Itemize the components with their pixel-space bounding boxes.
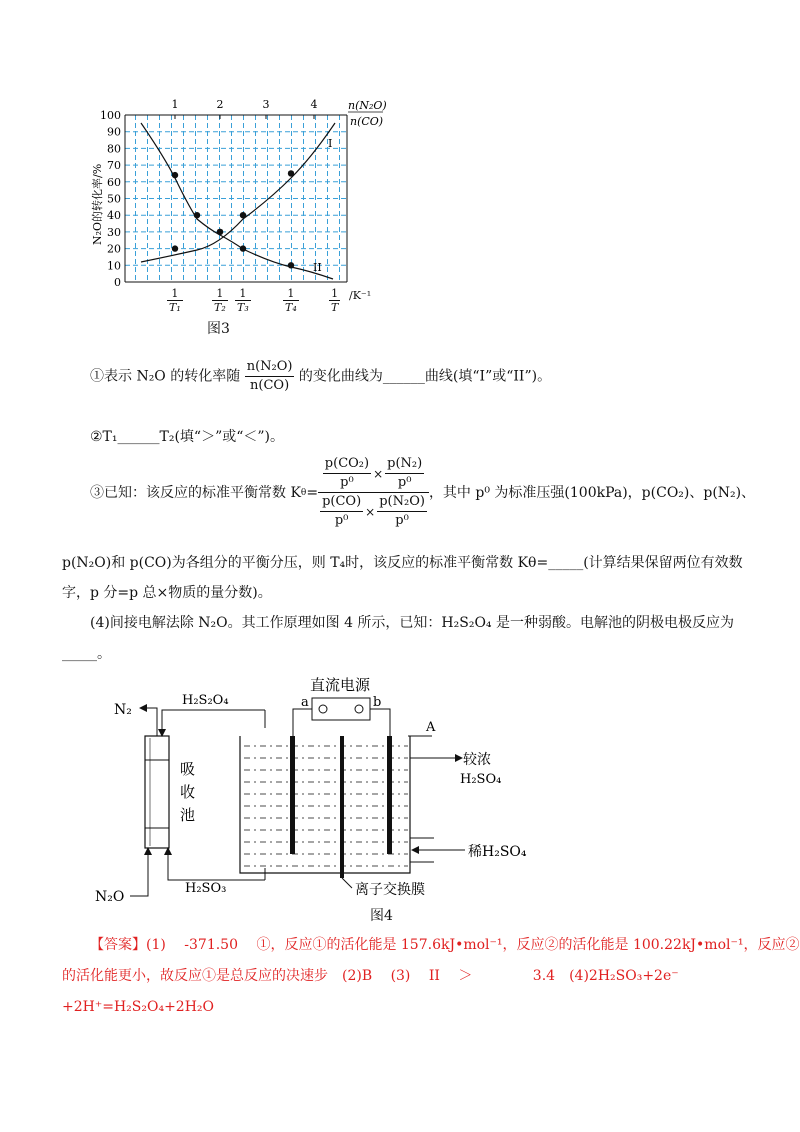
label-conc-2: H₂SO₄ (460, 772, 502, 787)
y-tick-label: 20 (107, 242, 121, 256)
q3-br-num: p(N₂O) (377, 493, 427, 512)
x-tick-label: $\frac{1}{T}$ (331, 287, 339, 314)
q3-suffix: ，其中 p⁰ 为标准压强(100kPa)，p(CO₂)、p(N₂)、 (428, 484, 756, 501)
label-absorber-3: 池 (180, 806, 196, 824)
y-tick-label: 80 (107, 142, 121, 156)
q1-line (90, 358, 551, 395)
q1-suffix: 的变化曲线为______曲线(填“I”或“II”)。 (298, 368, 552, 385)
y-tick-label: 10 (107, 259, 121, 273)
label-n2: N₂ (114, 702, 132, 718)
label-b: b (373, 695, 382, 710)
y-tick-label: 40 (107, 209, 121, 223)
q3-times-1: × (373, 466, 384, 481)
x-axis-ticks (85, 287, 395, 321)
q3-tr-num: p(N₂) (385, 455, 424, 474)
top-ratio-den: n(CO) (350, 115, 384, 128)
x-tick-label: $\frac{1}{\text{T₄}}$ (285, 287, 297, 314)
label-conc-1: 较浓 (463, 752, 491, 768)
q3-br-den: p⁰ (395, 513, 409, 528)
q3-bl-num: p(CO) (320, 493, 363, 512)
data-point-i (288, 170, 294, 176)
y-tick-label: 70 (107, 159, 121, 173)
q2-line: ②T₁______T₂(填“＞”或“＜”)。 (90, 429, 285, 445)
y-tick-label: 60 (107, 175, 121, 189)
q3-line (90, 455, 755, 530)
curve-i (141, 123, 335, 262)
answer-line-1: 【答案】(1) -371.50 ①，反应①的活化能是 157.6kJ•mol⁻¹，反应②的活化能是 100.22kJ•mol⁻¹，反应② (90, 937, 800, 953)
y-tick-label: 50 (107, 192, 121, 206)
q3-sup: θ (300, 487, 307, 498)
label-a: a (301, 695, 309, 710)
top-tick-label: 4 (310, 98, 318, 111)
answer-line-3: +2H⁺=H₂S₂O₄+2H₂O (62, 999, 215, 1015)
label-membrane: 离子交换膜 (355, 882, 425, 898)
q1-fraction (245, 358, 295, 395)
top-tick-label: 3 (262, 98, 270, 111)
q1-frac-num: n(N₂O) (245, 358, 295, 377)
x-tick-label: $\frac{1}{\text{T₃}}$ (237, 287, 249, 314)
curve-i-label: I (328, 137, 333, 150)
figure-3-chart (85, 95, 395, 315)
figure-4-diagram (90, 668, 527, 908)
q1-prefix: ①表示 N₂O 的转化率随 (90, 368, 241, 385)
q3-tl-num: p(CO₂) (323, 455, 371, 474)
q3-prefix: ③已知：该反应的标准平衡常数 K (90, 484, 301, 501)
q3-tl-den: p⁰ (340, 475, 354, 490)
q3-line-2: p(N₂O)和 p(CO)为各组分的平衡分压，则 T₄时，该反应的标准平衡常数 Kθ=_____(计算结果保留两位有效数 (62, 555, 743, 571)
x-tick-label: $\frac{1}{\text{T₂}}$ (214, 287, 226, 314)
data-point-ii (172, 172, 178, 178)
y-tick-label: 30 (107, 225, 121, 239)
y-axis-label: N₂O的转化率/% (91, 163, 104, 245)
label-absorber-2: 收 (180, 783, 196, 801)
data-point-i (240, 212, 246, 218)
q1-frac-den: n(CO) (250, 378, 290, 393)
q4-line-1: (4)间接电解法除 N₂O。其工作原理如图 4 所示，已知：H₂S₂O₄ 是一种弱酸。电解池的阴极电极反应为 (90, 615, 734, 631)
curve-ii-label: II (313, 261, 322, 274)
figure-4-caption: 图4 (370, 908, 393, 924)
x-axis-unit: /K⁻¹ (349, 289, 372, 302)
top-tick-label: 1 (171, 98, 179, 111)
label-h2so3: H₂SO₃ (185, 881, 227, 896)
label-h2s2o4: H₂S₂O₄ (182, 693, 229, 708)
data-point-i (172, 245, 178, 251)
q3-big-fraction (318, 455, 429, 530)
x-tick-label: $\frac{1}{\text{T₁}}$ (169, 287, 181, 314)
q3-bl-den: p⁰ (334, 513, 349, 528)
answer-line-2: 的活化能更小，故反应①是总反应的决速步 (2)B (3) II ＞ 3.4 (4)2H₂SO₃+2e⁻ (62, 968, 679, 984)
data-point-ii (288, 262, 294, 268)
y-tick-label: 0 (114, 276, 121, 289)
label-A: A (426, 720, 436, 735)
q3-times-2: × (365, 504, 376, 519)
q3-tr-den: p⁰ (397, 475, 412, 490)
top-ratio-num: n(N₂O) (348, 99, 387, 112)
data-point-ii (217, 229, 223, 235)
label-power: 直流电源 (310, 676, 371, 694)
y-tick-label: 100 (100, 109, 121, 122)
label-absorber-1: 吸 (180, 760, 196, 778)
q3-eq: = (306, 484, 319, 501)
data-point-ii (240, 245, 246, 251)
label-dilute: 稀H₂SO₄ (468, 844, 527, 860)
q3-line-3: 字，p 分=p 总×物质的量分数)。 (62, 585, 272, 601)
top-tick-label: 2 (216, 98, 224, 111)
figure-3-caption: 图3 (207, 321, 230, 337)
y-tick-label: 90 (107, 125, 121, 139)
data-point-ii (194, 212, 200, 218)
q4-line-2: _____。 (62, 646, 111, 662)
label-n2o: N₂O (95, 889, 125, 905)
